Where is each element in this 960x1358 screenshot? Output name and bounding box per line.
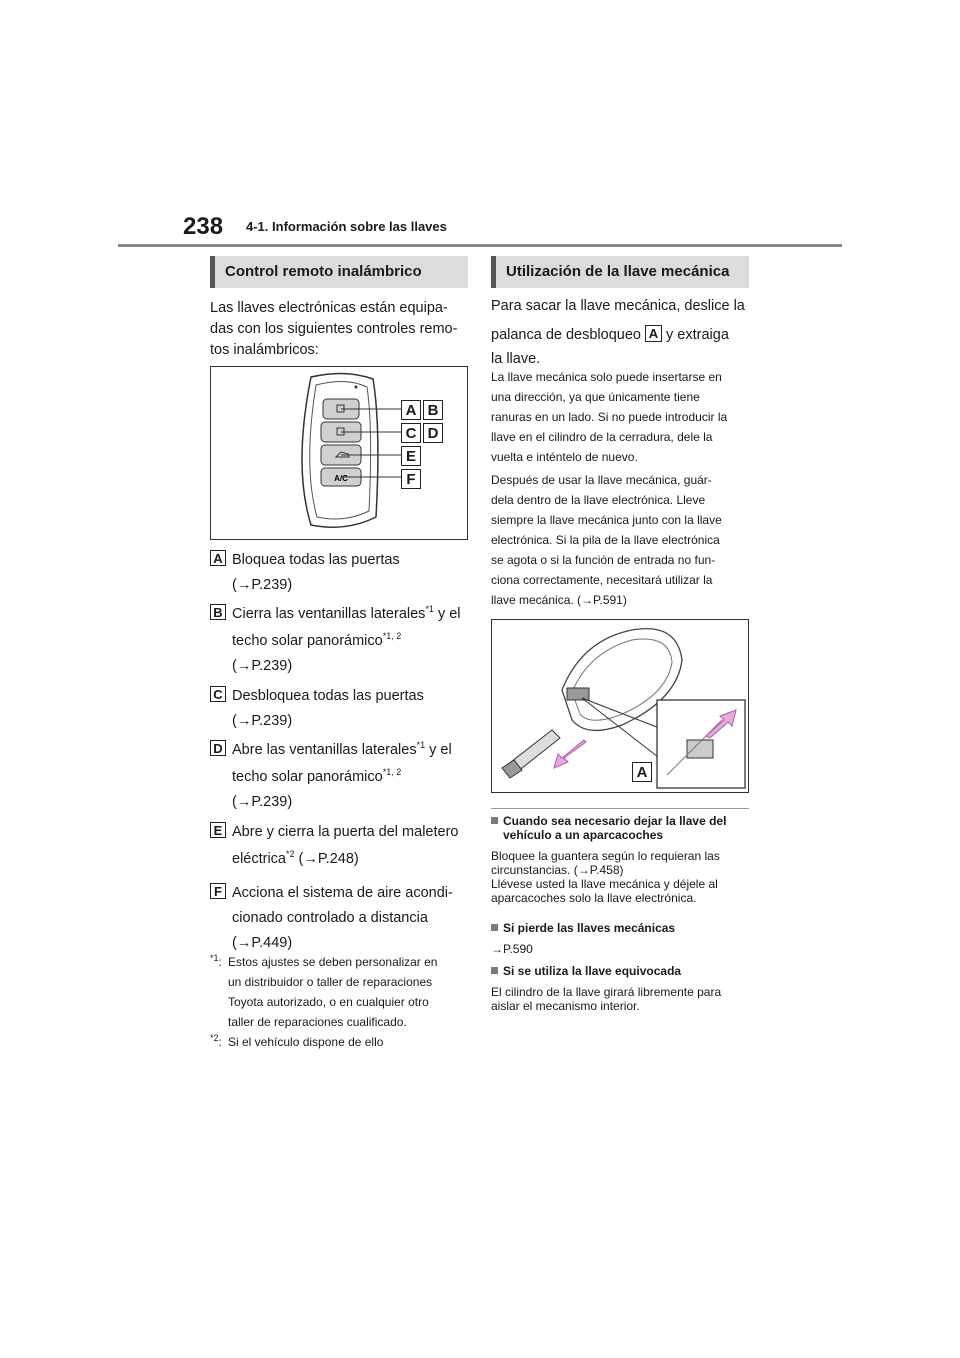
note-title: Si se utiliza la llave equivocada <box>491 964 753 978</box>
note-line: Llévese usted la llave mecánica y déjele al <box>491 877 718 891</box>
para-line: electrónica. Si la pila de la llave electrónica <box>491 533 720 547</box>
page-number: 238 <box>183 213 224 240</box>
figure-label-d: D <box>423 423 443 443</box>
pull-arrow-icon <box>552 738 588 770</box>
note-valet <box>491 814 753 905</box>
item-ref: (→P.248) <box>294 850 359 867</box>
item-line: Abre y cierra la puerta del maletero <box>232 824 459 840</box>
section-heading-mechanical-key: Utilización de la llave mecánica <box>491 256 749 288</box>
para-line: dela dentro de la llave electrónica. Lleve <box>491 493 706 507</box>
slide-arrow-icon <box>702 706 742 740</box>
note-lost-keys <box>491 921 753 956</box>
footnote-mark: *2 <box>210 1033 219 1043</box>
item-line: techo solar panorámico <box>232 768 383 785</box>
section-heading-remote: Control remoto inalámbrico <box>210 256 468 288</box>
note-line: aparcacoches solo la llave electrónica. <box>491 891 697 905</box>
intro-line: das con los siguientes controles remo- <box>210 321 458 337</box>
item-letter-e: E <box>210 822 226 838</box>
item-d-text <box>232 740 452 810</box>
item-line: Cierra las ventanillas laterales <box>232 605 426 622</box>
footnote-mark: *1 <box>210 953 219 963</box>
footnote-ref: *1, 2 <box>382 766 402 777</box>
item-a-text <box>232 552 400 593</box>
para-line: llave en el cilindro de la cerradura, dele la <box>491 430 713 444</box>
item-line: y el <box>425 741 452 758</box>
footnote-line: Toyota autorizado, o en cualquier otro <box>228 995 429 1009</box>
note-title: Si pierde las llaves mecánicas <box>491 921 753 935</box>
para-line: una dirección, ya que únicamente tiene <box>491 390 700 404</box>
footnote-2: $^{*2}$: Si el vehículo dispone de ello <box>210 1032 472 1052</box>
figure-label-f: F <box>401 469 421 489</box>
para-line: vuelta e inténtelo de nuevo. <box>491 450 638 464</box>
footnote-line: Si el vehículo dispone de ello <box>228 1035 384 1049</box>
footnote-1: $^{*1}$: Estos ajustes se deben personalizar en un distribuidor o taller de reparaciones Toyota autorizado, o en cualquier otro taller de reparaciones cualificado. <box>210 952 472 1032</box>
para-line: siempre la llave mecánica junto con la llave <box>491 513 722 527</box>
item-line: Abre las ventanillas laterales <box>232 741 417 758</box>
figure-label-b: B <box>423 400 443 420</box>
footnote-line: Estos ajustes se deben personalizar en <box>228 955 438 969</box>
item-line: Desbloquea todas las puertas <box>232 688 424 704</box>
intro-line: Para sacar la llave mecánica, deslice la <box>491 298 745 314</box>
figure-label-e: E <box>401 446 421 466</box>
item-ref: (→P.239) <box>232 657 293 674</box>
para-line: La llave mecánica solo puede insertarse en <box>491 370 722 384</box>
item-ref: (→P.449) <box>232 935 293 951</box>
para-line: se agota o si la función de entrada no fun- <box>491 553 716 567</box>
intro-line: la llave. <box>491 351 541 367</box>
item-line: cionado controlado a distancia <box>232 910 428 926</box>
figure-label-c: C <box>401 423 421 443</box>
para-line: llave mecánica. (→P.591) <box>491 593 627 607</box>
note-line: aislar el mecanismo interior. <box>491 999 640 1013</box>
intro-line: Las llaves electrónicas están equipa- <box>210 300 448 316</box>
item-letter-b: B <box>210 604 226 620</box>
item-line: eléctrica <box>232 850 286 867</box>
item-letter-c: C <box>210 686 226 702</box>
bullet-square-icon <box>491 924 498 931</box>
intro-line: y extraiga <box>666 327 729 343</box>
para-line: ciona correctamente, necesitará utilizar la <box>491 573 713 587</box>
item-e-text <box>232 824 458 867</box>
mechanical-intro <box>491 294 753 372</box>
para-line: Después de usar la llave mecánica, guár- <box>491 473 712 487</box>
ac-button-label: A/C <box>334 474 348 483</box>
intro-line: tos inalámbricos: <box>210 342 319 358</box>
mechanical-para-2 <box>491 470 753 610</box>
item-ref: (→P.239) <box>232 793 293 810</box>
figure-label-a: A <box>401 400 421 420</box>
note-line: El cilindro de la llave girará libremente para <box>491 985 722 999</box>
footnote-ref: *1, 2 <box>382 630 402 641</box>
item-line: Acciona el sistema de aire acondi- <box>232 885 453 901</box>
section-title: 4-1. Información sobre las llaves <box>246 219 447 234</box>
note-title: Cuando sea necesario dejar la llave del <box>491 814 753 828</box>
remote-figure <box>210 366 468 540</box>
footnote-ref: *1 <box>425 604 434 614</box>
bullet-square-icon <box>491 967 498 974</box>
item-line: techo solar panorámico <box>232 632 383 649</box>
note-line: circunstancias. (→P.458) <box>491 863 624 877</box>
item-c-text <box>232 688 424 729</box>
remote-intro <box>210 298 470 361</box>
header-rule <box>118 244 842 247</box>
bullet-square-icon <box>491 817 498 824</box>
footnote-line: un distribuidor o taller de reparaciones <box>228 975 433 989</box>
item-line: Bloquea todas las puertas <box>232 552 400 568</box>
note-title: vehículo a un aparcacoches <box>503 828 664 842</box>
figure-label-a: A <box>632 762 652 782</box>
note-line: Bloquee la guantera según lo requieran las <box>491 849 720 863</box>
item-letter-f: F <box>210 883 226 899</box>
para-line: ranuras en un lado. Si no puede introducir la <box>491 410 728 424</box>
remote-illustration <box>211 367 467 539</box>
mechanical-para-1 <box>491 367 753 467</box>
notes-divider <box>491 808 749 809</box>
note-ref: →P.590 <box>491 942 533 956</box>
mechanical-key-figure <box>491 619 749 793</box>
footnote-ref: *2 <box>286 849 295 859</box>
item-letter-d: D <box>210 740 226 756</box>
item-letter-a: A <box>210 550 226 566</box>
intro-line: palanca de desbloqueo <box>491 327 641 343</box>
item-f-text <box>232 885 453 951</box>
item-b-text <box>232 604 461 674</box>
note-wrong-key <box>491 964 753 1013</box>
footnote-ref: *1 <box>416 740 426 750</box>
item-ref: (→P.239) <box>232 577 293 593</box>
inline-label-a: A <box>645 325 662 342</box>
footnote-line: taller de reparaciones cualificado. <box>228 1015 407 1029</box>
item-ref: (→P.239) <box>232 713 293 729</box>
item-line: y el <box>433 605 461 622</box>
